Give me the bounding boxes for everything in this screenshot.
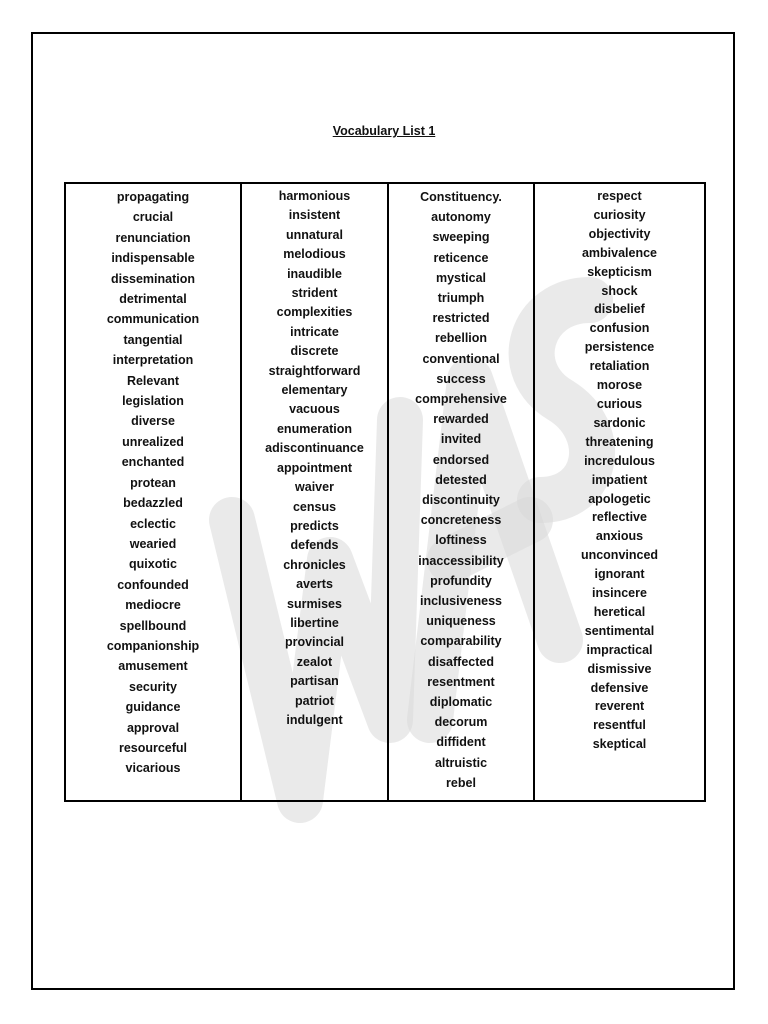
- vocabulary-word: altruistic: [434, 755, 488, 770]
- vocabulary-word: provincial: [284, 635, 345, 650]
- vocabulary-word: diffident: [436, 735, 486, 750]
- vocabulary-word: defends: [290, 538, 339, 553]
- vocabulary-word: resourceful: [118, 740, 188, 755]
- vocabulary-word: strident: [291, 286, 338, 301]
- vocabulary-word: comprehensive: [415, 392, 507, 407]
- vocabulary-word: tangential: [123, 332, 183, 347]
- document-title: Vocabulary List 1: [332, 124, 436, 138]
- vocabulary-word: success: [436, 371, 486, 386]
- vocabulary-word: census: [292, 499, 337, 514]
- vocabulary-word: comparability: [420, 634, 502, 649]
- vocabulary-word: libertine: [290, 615, 339, 630]
- vocabulary-word: triumph: [437, 291, 485, 306]
- vocabulary-word: discontinuity: [422, 493, 500, 508]
- vocabulary-word: skeptical: [592, 737, 647, 752]
- vocabulary-word: rebellion: [434, 331, 488, 346]
- vocabulary-word: companionship: [106, 638, 200, 653]
- vocabulary-word: inclusiveness: [420, 594, 502, 609]
- vocabulary-word: approval: [126, 720, 180, 735]
- vocabulary-word: retaliation: [589, 359, 650, 374]
- vocabulary-word: apologetic: [588, 491, 651, 506]
- vocabulary-word: discrete: [290, 344, 339, 359]
- vocabulary-word: shock: [601, 283, 638, 298]
- vocabulary-word: heretical: [593, 604, 646, 619]
- vocabulary-word: spellbound: [119, 618, 187, 633]
- vocabulary-word: unrealized: [122, 434, 184, 449]
- vocabulary-word: adiscontinuance: [265, 441, 364, 456]
- vocabulary-word: impractical: [586, 642, 653, 657]
- vocabulary-word: predicts: [290, 518, 339, 533]
- vocabulary-word: reticence: [433, 250, 489, 265]
- vocabulary-word: confounded: [117, 577, 189, 592]
- vocabulary-column-2: [240, 184, 387, 800]
- vocabulary-word: vacuous: [289, 402, 340, 417]
- vocabulary-table: [64, 182, 706, 802]
- vocabulary-word: reverent: [594, 699, 645, 714]
- vocabulary-word: autonomy: [431, 210, 491, 225]
- vocabulary-word: endorsed: [432, 452, 490, 467]
- vocabulary-word: curiosity: [593, 207, 646, 222]
- vocabulary-word: enchanted: [121, 455, 185, 470]
- vocabulary-word: morose: [596, 378, 643, 393]
- vocabulary-word: mystical: [435, 270, 487, 285]
- vocabulary-word: waiver: [295, 480, 334, 495]
- vocabulary-word: harmonious: [278, 189, 351, 203]
- vocabulary-word: enumeration: [276, 421, 352, 436]
- vocabulary-word: complexities: [276, 305, 353, 320]
- vocabulary-word: diverse: [131, 414, 175, 429]
- vocabulary-word: curious: [596, 396, 643, 411]
- vocabulary-word: respect: [597, 189, 642, 203]
- vocabulary-word: Constituency.: [420, 190, 502, 204]
- vocabulary-word: ambivalence: [581, 245, 658, 260]
- vocabulary-column-4: [533, 184, 704, 800]
- vocabulary-word: incredulous: [584, 453, 655, 468]
- vocabulary-word: security: [129, 679, 177, 694]
- vocabulary-word: rewarded: [433, 412, 489, 427]
- vocabulary-word: insistent: [288, 208, 341, 223]
- vocabulary-word: sardonic: [593, 415, 646, 430]
- vocabulary-word: restricted: [432, 311, 490, 326]
- vocabulary-column-3: [387, 184, 533, 800]
- vocabulary-word: renunciation: [115, 230, 191, 245]
- vocabulary-word: inaccessibility: [418, 553, 504, 568]
- vocabulary-word: threatening: [585, 434, 654, 449]
- vocabulary-word: insincere: [592, 586, 647, 601]
- vocabulary-word: decorum: [434, 715, 488, 730]
- vocabulary-word: detested: [435, 472, 487, 487]
- vocabulary-word: patriot: [295, 693, 334, 708]
- vocabulary-word: elementary: [281, 383, 348, 398]
- vocabulary-word: unconvinced: [580, 548, 659, 563]
- vocabulary-word: zealot: [296, 654, 333, 669]
- vocabulary-word: bedazzled: [123, 496, 183, 511]
- vocabulary-word: detrimental: [119, 292, 187, 307]
- vocabulary-word: amusement: [118, 659, 188, 674]
- vocabulary-word: invited: [440, 432, 482, 447]
- vocabulary-word: anxious: [595, 529, 644, 544]
- vocabulary-word: protean: [130, 475, 176, 490]
- vocabulary-word: unnatural: [286, 227, 343, 242]
- vocabulary-word: dissemination: [110, 271, 196, 286]
- vocabulary-word: indispensable: [111, 251, 195, 266]
- vocabulary-word: intricate: [290, 324, 339, 339]
- vocabulary-word: diplomatic: [429, 695, 493, 710]
- vocabulary-word: sentimental: [584, 623, 655, 638]
- vocabulary-word: wearied: [129, 536, 177, 551]
- vocabulary-word: disbelief: [594, 302, 645, 317]
- vocabulary-word: skepticism: [587, 264, 652, 279]
- vocabulary-word: indulgent: [286, 712, 343, 727]
- vocabulary-word: conventional: [422, 351, 500, 366]
- vocabulary-word: communication: [106, 312, 200, 327]
- vocabulary-word: resentful: [593, 718, 646, 733]
- vocabulary-word: legislation: [122, 394, 184, 409]
- vocabulary-word: disaffected: [428, 654, 494, 669]
- vocabulary-word: confusion: [589, 321, 650, 336]
- vocabulary-word: eclectic: [130, 516, 176, 531]
- vocabulary-word: resentment: [427, 674, 495, 689]
- vocabulary-word: mediocre: [125, 598, 181, 613]
- vocabulary-word: impatient: [591, 472, 648, 487]
- vocabulary-word: sweeping: [432, 230, 490, 245]
- vocabulary-word: Relevant: [126, 373, 180, 388]
- vocabulary-word: profundity: [430, 573, 492, 588]
- vocabulary-word: propagating: [116, 190, 190, 204]
- vocabulary-word: inaudible: [287, 266, 342, 281]
- vocabulary-word: interpretation: [112, 353, 194, 368]
- vocabulary-column-1: [66, 184, 240, 800]
- vocabulary-word: crucial: [132, 210, 174, 225]
- vocabulary-word: chronicles: [283, 557, 346, 572]
- vocabulary-word: defensive: [590, 680, 649, 695]
- vocabulary-word: partisan: [290, 674, 339, 689]
- vocabulary-word: loftiness: [435, 533, 487, 548]
- vocabulary-word: rebel: [446, 775, 476, 790]
- vocabulary-word: persistence: [584, 340, 655, 355]
- vocabulary-word: quixotic: [129, 557, 177, 572]
- vocabulary-word: straightforward: [268, 363, 361, 378]
- vocabulary-word: melodious: [283, 247, 346, 262]
- vocabulary-word: guidance: [125, 700, 181, 715]
- vocabulary-word: uniqueness: [426, 614, 496, 629]
- vocabulary-word: averts: [296, 577, 333, 592]
- vocabulary-word: objectivity: [588, 226, 651, 241]
- vocabulary-word: reflective: [592, 510, 647, 525]
- vocabulary-word: appointment: [277, 460, 352, 475]
- vocabulary-word: vicarious: [125, 761, 181, 776]
- vocabulary-word: surmises: [287, 596, 342, 611]
- vocabulary-word: concreteness: [420, 513, 502, 528]
- vocabulary-word: dismissive: [587, 661, 652, 676]
- vocabulary-word: ignorant: [594, 567, 645, 582]
